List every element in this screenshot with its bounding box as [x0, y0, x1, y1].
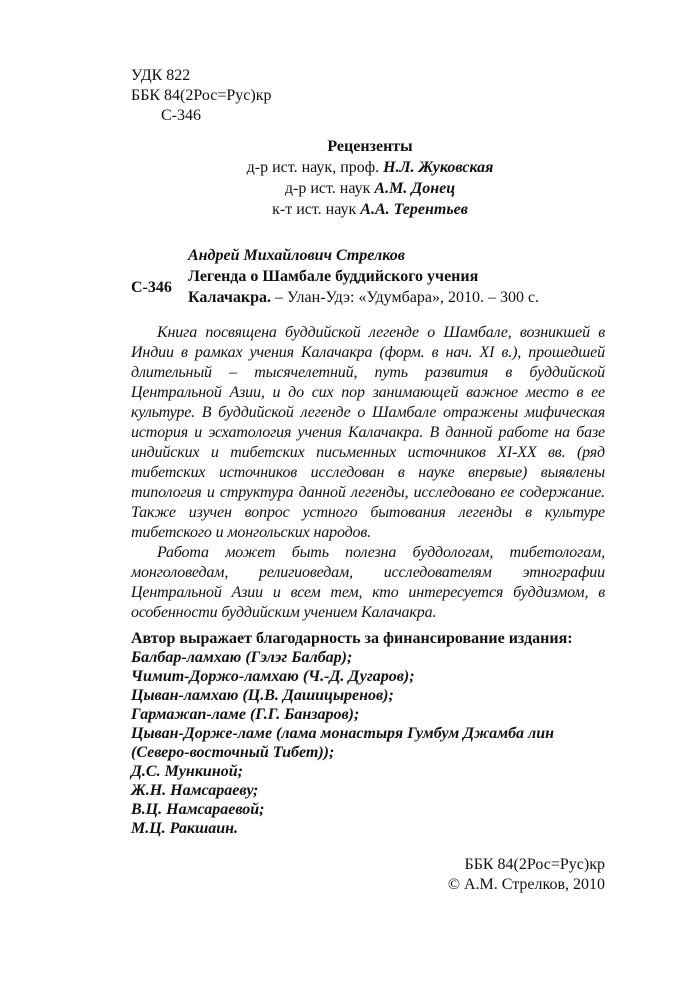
sponsor-item: Гармажап-ламе (Г.Г. Банзаров); [131, 706, 360, 723]
footer-bbk: ББК 84(2Рос=Рус)кр [464, 856, 605, 873]
acknowledgements [131, 629, 611, 838]
bbk-code: ББК 84(2Рос=Рус)кр [131, 87, 272, 104]
sponsor-item: Ж.Н. Намсараеву; [131, 782, 259, 799]
reviewers-block [160, 136, 580, 220]
sponsor-item: В.Ц. Намсараевой; [131, 801, 265, 818]
reviewer-line [160, 157, 580, 178]
annotation [131, 323, 605, 623]
book-title-line2 [188, 287, 608, 308]
udk-code: УДК 822 [131, 67, 191, 84]
classification-codes [131, 66, 272, 126]
sponsor-item: Цыван-Дорже-ламе (лама монастыря Гумбум Джамба лин (Северо-восточный Тибет)); [131, 725, 555, 761]
book-imprint: – Улан-Удэ: «Удумбара», 2010. – 300 с. [271, 289, 540, 306]
annotation-paragraph: Книга посвящена буддийской легенде о Шамбале, возникшей в Индии в рамках учения Калачакра (форм. в нач. XI в.), прошедшей длительный – тысячелетний, путь развития в буддийской Центральной Азии, и до сих пор занимающей важное место в ее культуре. В буддийской легенде о Шамбале отражены мифическая история и эсхатология учения Калачакра. В данной работе на базе индийских и тибетских письменных источников XI-XX вв. (ряд тибетских источников исследован в науке впервые) выявлены типология и структура данной легенды, исследовано ее содержание. Также изучен вопрос устного бытования легенды в культуре тибетского и монгольских народов. [131, 324, 605, 541]
catalog-entry [188, 245, 608, 308]
sponsor-item: Цыван-ламхаю (Ц.В. Дашицыренов); [131, 687, 394, 704]
footer-imprint [425, 855, 605, 895]
reviewer-degree: д-р ист. наук, проф. [246, 159, 384, 176]
sponsor-item: М.Ц. Ракшаин. [131, 820, 239, 837]
sponsor-item: Д.С. Мункиной; [131, 763, 243, 780]
annotation-paragraph: Работа может быть полезна буддологам, тибетологам, монголоведам, религиоведам, исследователям этнографии Центральной Азии и всем тем, кто интересуется буддизмом, в особенности буддийским учением Калачакра. [131, 544, 605, 621]
sponsor-item: Чимит-Доржо-ламхаю (Ч.-Д. Дугаров); [131, 668, 415, 685]
reviewer-line [160, 178, 580, 199]
book-author: Андрей Михайлович Стрелков [188, 247, 405, 264]
copyright-notice: © А.М. Стрелков, 2010 [447, 876, 605, 893]
acknowledgements-lead: Автор выражает благодарность за финансирование издания: [131, 630, 573, 647]
reviewer-line [160, 199, 580, 220]
reviewer-degree: к-т ист. наук [272, 201, 361, 218]
book-title-line1: Легенда о Шамбале буддийского учения [188, 268, 479, 285]
reviewer-name: Н.Л. Жуковская [383, 159, 494, 176]
sponsor-item: Балбар-ламхаю (Гэлэг Балбар); [131, 649, 353, 666]
reviewer-name: А.М. Донец [374, 180, 456, 197]
reviewers-heading: Рецензенты [327, 138, 413, 155]
book-title-end: Калачакра. [188, 289, 272, 306]
catalog-code: С-346 [131, 279, 172, 296]
author-sign: С-346 [161, 107, 201, 124]
reviewer-name: А.А. Терентьев [360, 201, 468, 218]
reviewer-degree: д-р ист. наук [284, 180, 375, 197]
